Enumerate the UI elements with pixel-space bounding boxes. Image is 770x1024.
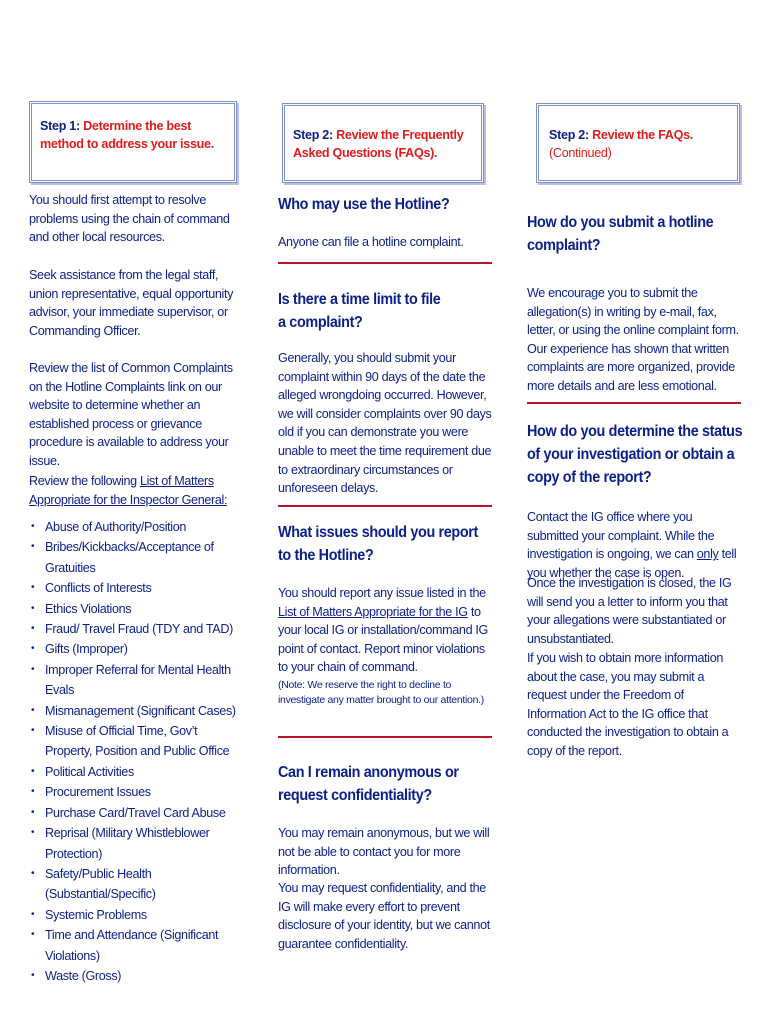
faq-note: (Note: We reserve the right to decline to investigate any matter brought to our attention.) <box>278 679 484 706</box>
step2-continued-box <box>536 103 740 183</box>
faq-answer-status-2: Once the investigation is closed, the IG will send you a letter to inform you that your allegations were substantiated or unsubstantiated. <box>527 576 732 646</box>
faq-heading-time-limit: Is there a time limit to file a complaint? <box>278 291 441 331</box>
step1-title: Determine the best method to address your issue. <box>40 119 214 151</box>
matters-ig-link[interactable]: List of Matters Appropriate for the IG <box>278 604 468 619</box>
list-item: • Time and Attendance (Significant Violations) <box>31 925 246 966</box>
faq-answer-anonymous-2: You may request confidentiality, and the IG will make every effort to prevent disclosure of your identity, but we cannot guarantee confidentiality. <box>278 881 490 951</box>
col1-p4 <box>29 472 244 509</box>
list-item: • Safety/Public Health (Substantial/Specific) <box>31 864 246 905</box>
faq-heading-submit: How do you submit a hotline complaint? <box>527 214 714 254</box>
step2c-title: Review the FAQs. <box>592 128 693 142</box>
bullet-icon: • <box>31 582 35 594</box>
bullet-icon: • <box>31 765 35 777</box>
faq-answer-submit: We encourage you to submit the allegation(s) in writing by e-mail, fax, letter, or using the online complaint form. Our experience has shown that written complaints are more organized, provide more details and are less emotional. <box>527 286 739 393</box>
list-item: • Fraud/ Travel Fraud (TDY and TAD) <box>31 619 246 639</box>
faq-heading-anonymous: Can I remain anonymous or request confidentiality? <box>278 764 459 804</box>
step1-label: Step 1: <box>40 119 80 133</box>
divider <box>527 402 741 404</box>
list-item: • Political Activities <box>31 762 246 782</box>
bullet-icon: • <box>31 806 35 818</box>
col1-p4-prefix: Review the following <box>29 474 140 488</box>
list-item: • Ethics Violations <box>31 599 246 619</box>
step2-title: Review the Frequently Asked Questions (FAQs). <box>293 128 464 160</box>
bullet-icon: • <box>31 827 35 839</box>
bullet-icon: • <box>31 969 35 981</box>
list-item: • Abuse of Authority/Position <box>31 517 246 537</box>
faq-heading-status: How do you determine the status of your investigation or obtain a copy of the report? <box>527 423 743 486</box>
divider <box>278 505 492 507</box>
only-emphasis: only <box>696 547 719 562</box>
divider <box>278 736 492 738</box>
list-item: • Waste (Gross) <box>31 966 246 986</box>
divider <box>278 262 492 264</box>
faq-answer-status-1: Contact the IG office where you submitted your complaint. While the investigation is ongoing, we can only tell you whether the case is open. <box>527 510 737 580</box>
step1-box <box>29 101 237 183</box>
col1-p2: Seek assistance from the legal staff, union representative, equal opportunity advisor, your immediate supervisor, or Commanding Officer. <box>29 268 234 338</box>
col1-p4-wrap <box>29 472 244 509</box>
list-item: • Purchase Card/Travel Card Abuse <box>31 803 246 823</box>
faq-heading-who: Who may use the Hotline? <box>278 196 450 213</box>
list-item: • Systemic Problems <box>31 905 246 925</box>
faq-answer-what-issues: You should report any issue listed in the List of Matters Appropriate for the IG to your local IG or installation/command IG point of contact. Report minor violations to your chain of command. <box>278 586 488 675</box>
list-item: • Gifts (Improper) <box>31 639 246 659</box>
step2-box <box>282 103 484 183</box>
col1-intro <box>29 191 241 247</box>
bullet-icon: • <box>31 623 35 635</box>
bullet-icon: • <box>31 521 35 532</box>
bullet-icon: • <box>31 786 35 798</box>
step2c-label: Step 2: <box>549 128 589 142</box>
bullet-icon: • <box>31 541 35 553</box>
step2c-continued: (Continued) <box>549 146 612 160</box>
col1-p3-wrap <box>29 359 244 471</box>
bullet-icon: • <box>31 704 35 716</box>
col1-p2-wrap <box>29 266 241 340</box>
faq-answer-status-3: If you wish to obtain more information about the case, you may submit a request under the Freedom of Information Act to the IG office that conducted the investigation to obtain a copy of the report. <box>527 651 729 758</box>
bullet-icon: • <box>31 643 35 655</box>
list-item: • Mismanagement (Significant Cases) <box>31 701 246 721</box>
bullet-icon: • <box>31 929 35 941</box>
list-item: • Reprisal (Military Whistleblower Protection) <box>31 823 246 864</box>
bullet-icon: • <box>31 908 35 920</box>
faq-answer-anonymous-1: You may remain anonymous, but we will not be able to contact you for more information. <box>278 826 490 878</box>
bullet-icon: • <box>31 602 35 614</box>
list-item: • Bribes/Kickbacks/Acceptance of Gratuities <box>31 537 246 578</box>
list-item: • Conflicts of Interests <box>31 578 246 598</box>
matters-list-link[interactable]: List of Matters Appropriate for the Inspector General: <box>29 474 228 507</box>
faq-heading-what-issues: What issues should you report to the Hotline? <box>278 524 478 564</box>
step2-label: Step 2: <box>293 128 333 142</box>
matters-list <box>31 517 246 986</box>
faq-answer-who: Anyone can file a hotline complaint. <box>278 235 464 249</box>
col1-p1: You should first attempt to resolve problems using the chain of command and other local resources. <box>29 193 230 245</box>
bullet-icon: • <box>31 663 35 675</box>
list-item: • Misuse of Official Time, Gov’t Property, Position and Public Office <box>31 721 246 762</box>
list-item: • Improper Referral for Mental Health Evals <box>31 660 246 701</box>
list-item: • Procurement Issues <box>31 782 246 802</box>
col1-p3: Review the list of Common Complaints on the Hotline Complaints link on our website to determine whether an established process or grievance procedure is available to address your issue. <box>29 361 233 468</box>
bullet-icon: • <box>31 725 35 737</box>
bullet-icon: • <box>31 867 35 879</box>
faq-answer-time-limit: Generally, you should submit your complaint within 90 days of the date the alleged wrongdoing occurred. However, we will consider complaints over 90 days old if you can demonstrate you were unable to meet the time requirement due to extraordinary circumstances or unforeseen delays. <box>278 351 492 496</box>
